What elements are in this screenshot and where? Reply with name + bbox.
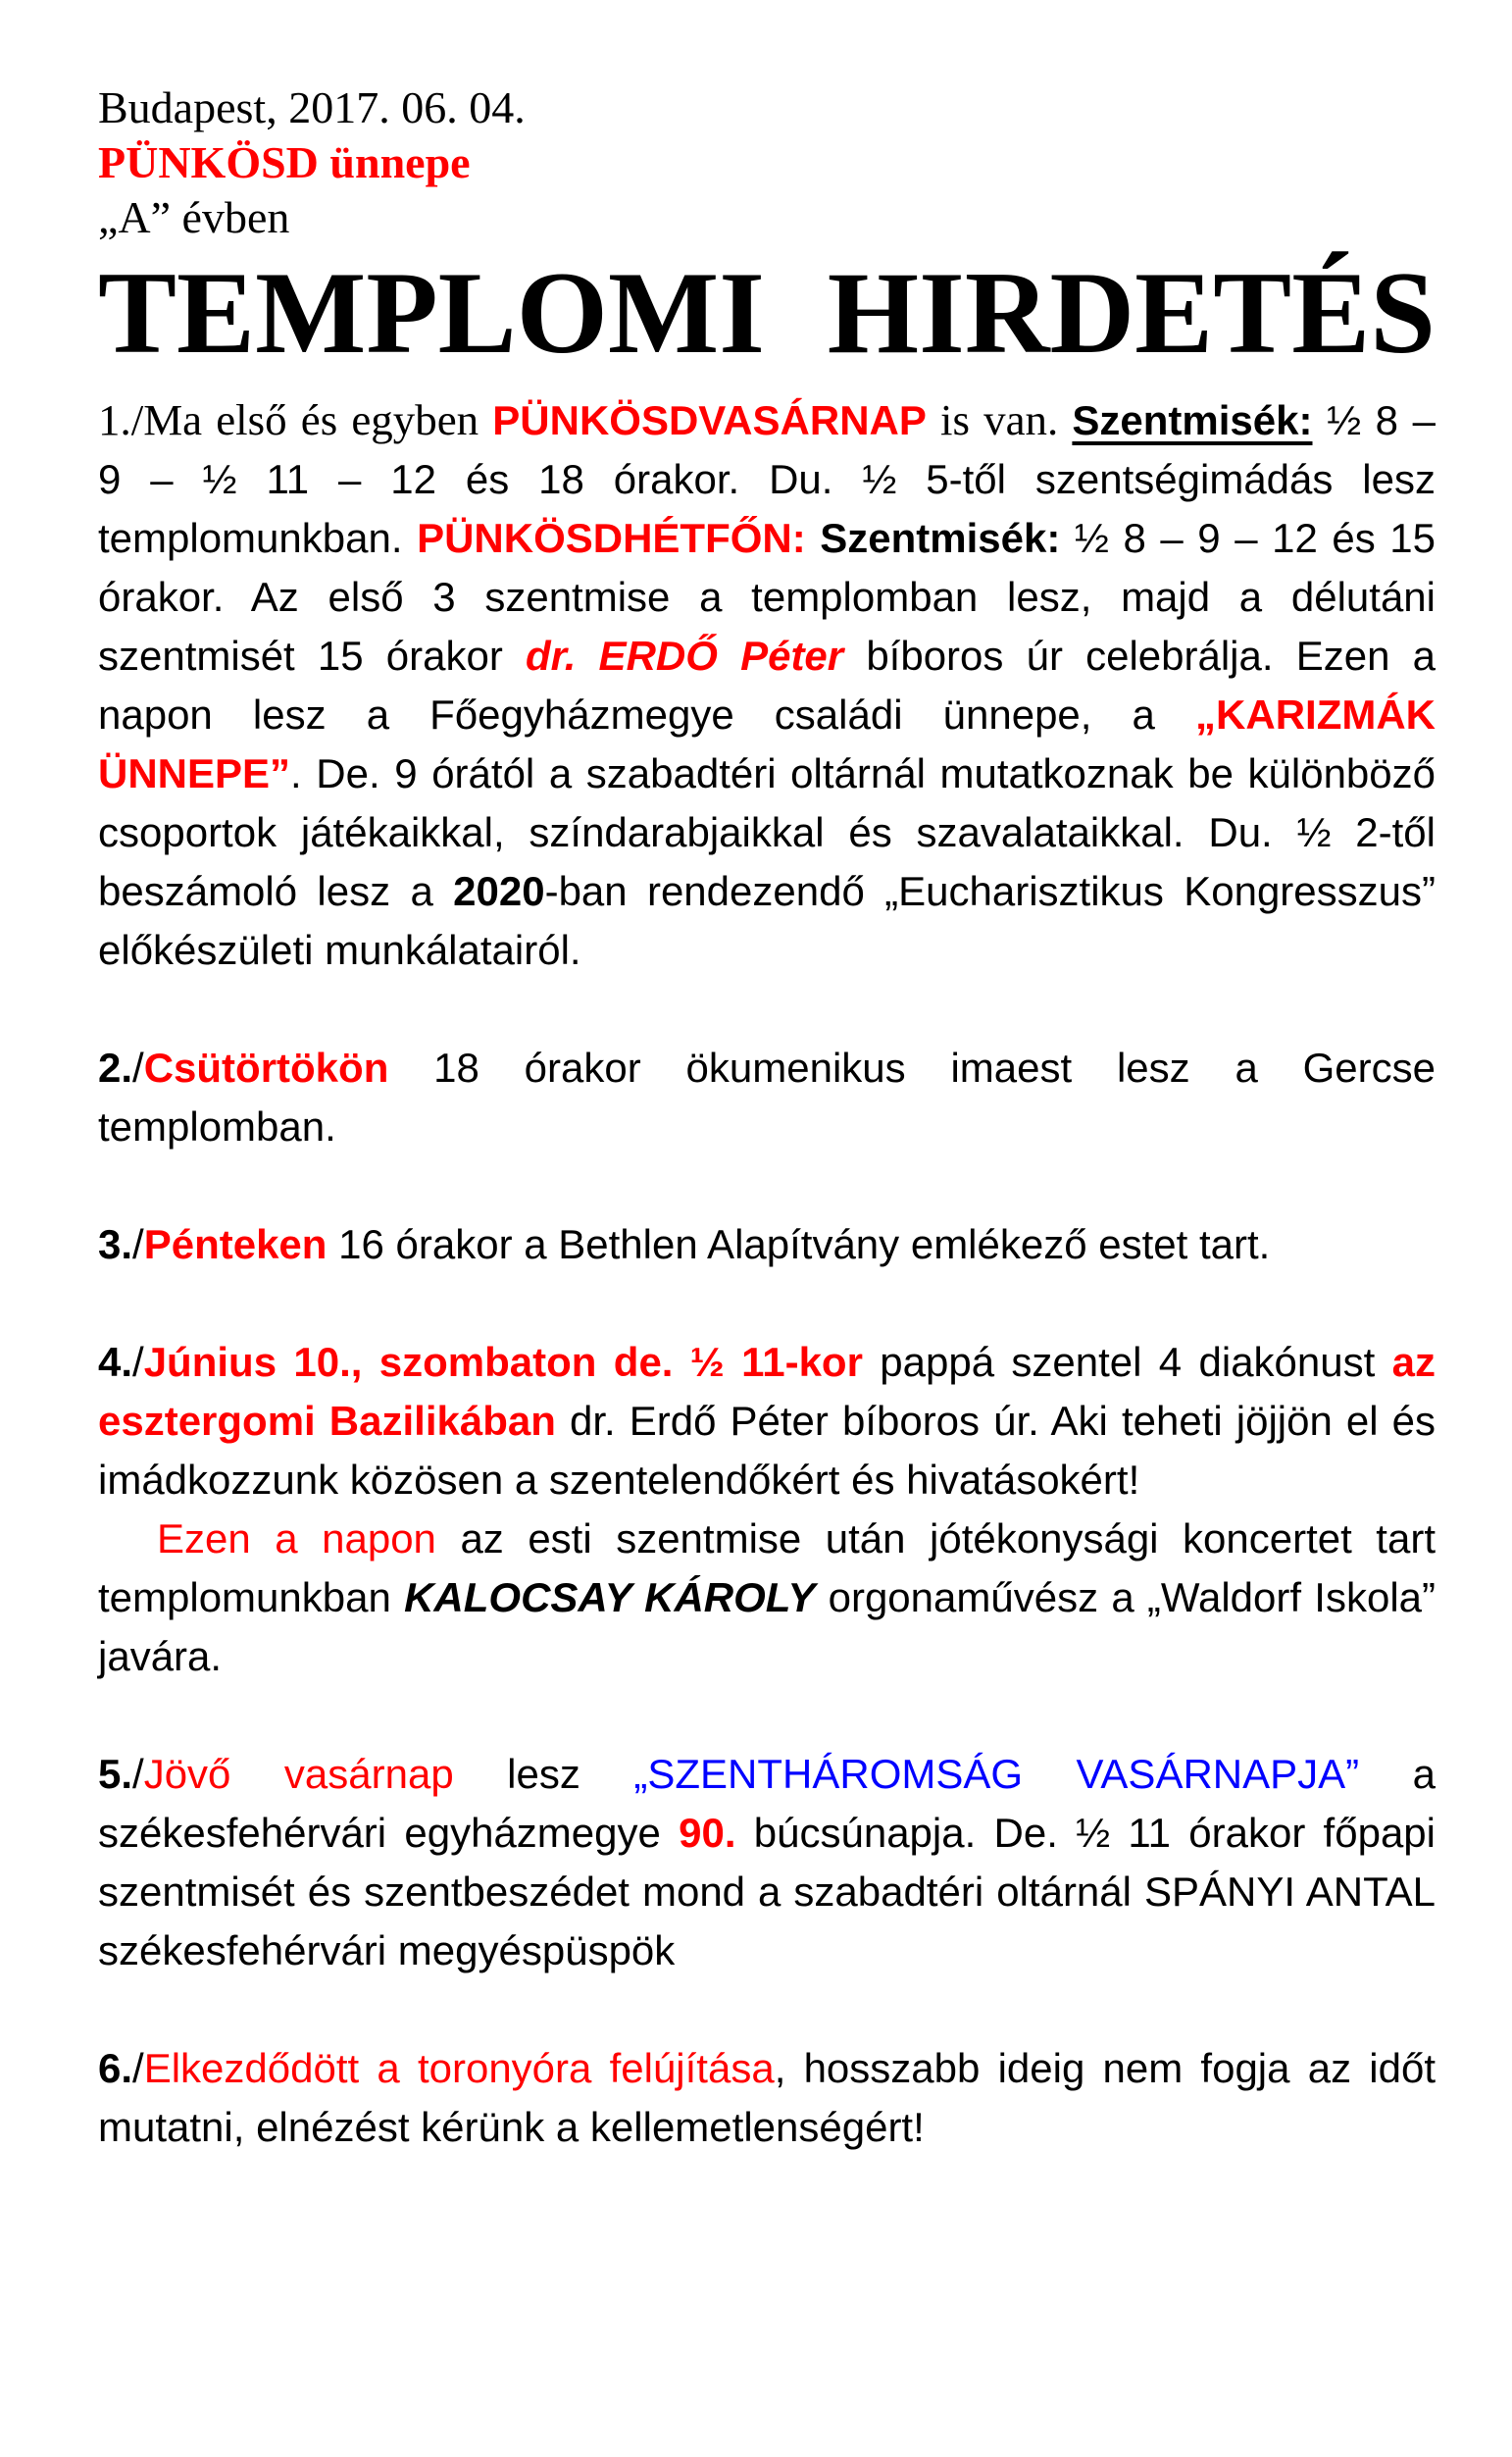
text-run: 18 órakor ökumenikus imaest lesz a Gercse templomban. bbox=[98, 1045, 1436, 1150]
text-run: dr. Erdő Péter bíboros úr. Aki teheti jöjjön el és imádkozzunk közösen a szentelendőkért és hivatásokért! bbox=[98, 1398, 1436, 1503]
text-run: PÜNKÖSDHÉTFŐN: bbox=[417, 515, 806, 561]
text-run: 16 órakor a Bethlen Alapítvány emlékező estet tart. bbox=[327, 1221, 1271, 1267]
text-run: / bbox=[132, 1045, 144, 1091]
text-run: Szentmisék: bbox=[820, 515, 1061, 561]
text-run: „SZENTHÁROMSÁG VASÁRNAPJA” bbox=[633, 1751, 1360, 1797]
announcement-3 bbox=[98, 1215, 1436, 1274]
text-run: 1./Ma első és egyben bbox=[98, 395, 493, 444]
text-run: búcsúnapja. De. ½ 11 órakor főpapi szentmisét és szentbeszédet mond a szabadtéri oltárnál SPÁNYI ANTAL székesfehérvári megyéspüspök bbox=[98, 1810, 1436, 1973]
text-run: , hosszabb ideig nem fogja az időt mutatni, elnézést kérünk a kellemetlenségért! bbox=[98, 2045, 1436, 2150]
text-run: KALOCSAY KÁROLY bbox=[404, 1574, 816, 1620]
text-run: Június 10., szombaton de. ½ 11-kor bbox=[143, 1339, 863, 1385]
text-run: 3. bbox=[98, 1221, 133, 1267]
text-run: PÜNKÖSDVASÁRNAP bbox=[492, 397, 927, 443]
text-run: Elkezdődött a toronyóra felújítása bbox=[143, 2045, 775, 2091]
text-run: Ezen a napon bbox=[157, 1515, 436, 1561]
text-run: / bbox=[132, 2045, 144, 2091]
text-run: az esti szentmise után jótékonysági koncertet tart templomunkban bbox=[98, 1515, 1436, 1620]
liturgical-year-line: „A” évben bbox=[98, 192, 290, 242]
text-run: 2020 bbox=[453, 868, 545, 914]
text-run: 90. bbox=[679, 1810, 736, 1856]
text-run: a székesfehérvári egyházmegye bbox=[98, 1751, 1436, 1856]
announcement-6 bbox=[98, 2039, 1436, 2157]
announcement-4 bbox=[98, 1333, 1436, 1510]
text-run bbox=[806, 515, 821, 561]
date-line: Budapest, 2017. 06. 04. bbox=[98, 82, 526, 132]
text-run: Szentmisék: bbox=[1072, 397, 1313, 443]
text-run: 4. bbox=[98, 1339, 133, 1385]
text-run: pappá szentel 4 diakónust bbox=[862, 1339, 1392, 1385]
text-run: 6. bbox=[98, 2045, 133, 2091]
announcement-2 bbox=[98, 1039, 1436, 1156]
text-run: Csütörtökön bbox=[143, 1045, 389, 1091]
text-run: bíboros úr celebrálja. Ezen a napon lesz a Főegyházmegye családi ünnepe, a bbox=[98, 633, 1436, 738]
text-run: Pénteken bbox=[143, 1221, 328, 1267]
feast-line: PÜNKÖSD ünnepe bbox=[98, 137, 471, 187]
text-run: ½ 8 – 9 – 12 és 15 órakor. Az első 3 szentmise a templomban lesz, majd a délutáni szentmisét 15 órakor bbox=[98, 515, 1436, 679]
text-run: dr. ERDŐ Péter bbox=[526, 633, 844, 679]
text-run: / bbox=[132, 1339, 144, 1385]
text-run: -ban rendezendő „Eucharisztikus Kongresszus” előkészületi munkálatairól. bbox=[98, 868, 1436, 973]
announcement-1 bbox=[98, 390, 1436, 980]
text-run: Jövő vasárnap bbox=[143, 1751, 454, 1797]
announcement-5 bbox=[98, 1745, 1436, 1980]
text-run: . De. 9 órától a szabadtéri oltárnál mutatkoznak be különböző csoportok játékaikkal, színdarabjaikkal és szavalataikkal. Du. ½ 2-től beszámoló lesz a bbox=[98, 750, 1436, 914]
page-title: TEMPLOMI HIRDETÉS bbox=[98, 247, 1436, 378]
announcements-list bbox=[98, 390, 1436, 2157]
text-run: 2. bbox=[98, 1045, 133, 1091]
text-run: lesz bbox=[453, 1751, 634, 1797]
text-run: „KARIZMÁK ÜNNEPE” bbox=[98, 691, 1436, 796]
announcement-4-continuation bbox=[98, 1510, 1436, 1686]
text-run: 5. bbox=[98, 1751, 133, 1797]
text-run: / bbox=[132, 1751, 144, 1797]
text-run: orgonaművész a „Waldorf Iskola” javára. bbox=[98, 1574, 1436, 1679]
text-run: is van. bbox=[926, 395, 1073, 444]
text-run: ½ 8 – 9 – ½ 11 – 12 és 18 órakor. Du. ½ 5-től szentségimádás lesz templomunkban. bbox=[98, 397, 1436, 561]
text-run: / bbox=[132, 1221, 144, 1267]
text-run: az esztergomi Bazilikában bbox=[98, 1339, 1436, 1444]
